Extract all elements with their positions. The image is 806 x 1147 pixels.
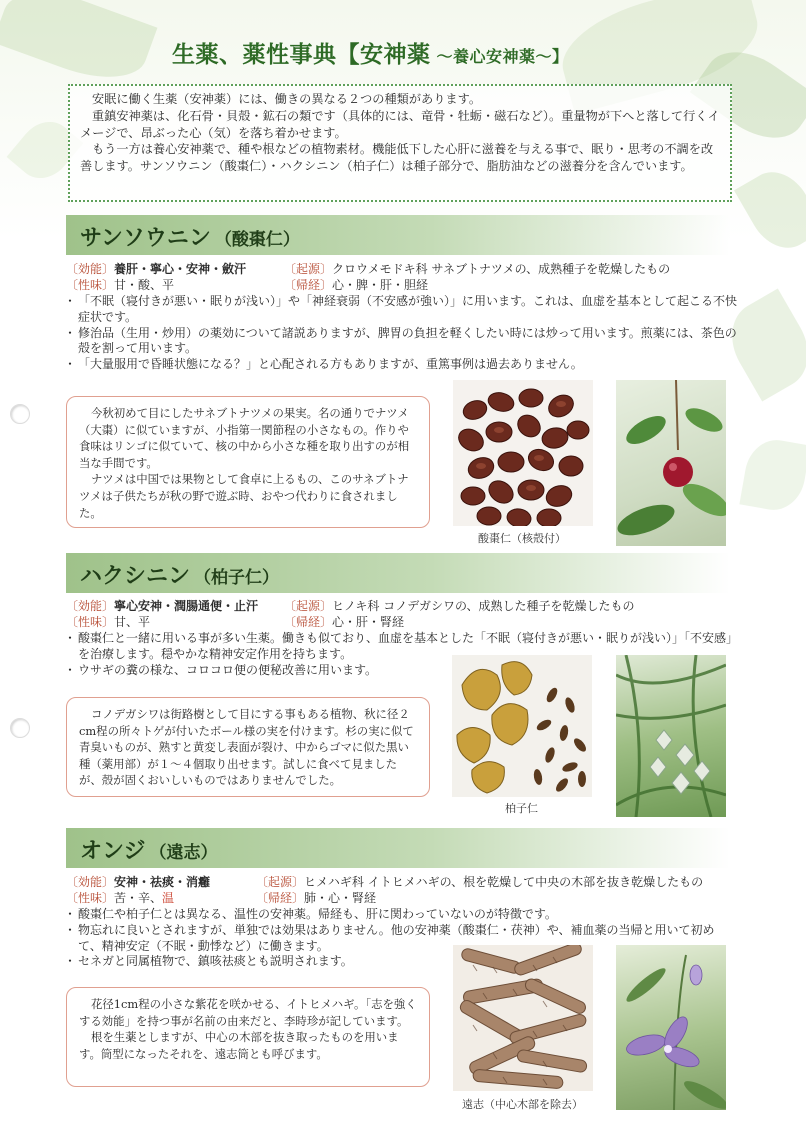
efficacy-value: 寧心安神・潤腸通便・止汗 [114,599,259,613]
note-box-onji [66,987,430,1087]
photo-sansouin-seeds [453,380,593,526]
section-name: ハクシニン [80,564,191,589]
origin-value: クロウメモドキ科 サネブトナツメの、成熟種子を乾燥したもの [332,262,671,276]
section-kanji: （遠志） [149,843,218,863]
bullet-item: ・ 酸棗仁や柏子仁とは異なる、温性の安神薬。帰経も、肝に関わっていないのが特徴です。 [66,907,738,923]
efficacy-label: 〔効能〕 [66,262,115,276]
photo-caption: 酸棗仁（核殻付） [478,532,566,545]
efficacy-label: 〔効能〕 [66,599,115,613]
intro-paragraph: 安眠に働く生薬（安神薬）には、働きの異なる２つの種類があります。 [92,92,482,106]
efficacy-label: 〔効能〕 [66,875,115,889]
photo-hakushinin-cones [616,655,726,817]
origin-value: ヒノキ科 コノデガシワの、成熟した種子を乾燥したもの [332,599,635,613]
note-paragraph: 今秋初めて目にしたサネブトナツメの果実。名の通りでナツメ（大棗）に似ていますが、小指第一関節程の小さなもの。作りや食味はリンゴに似ていて、核の中から小さな種を取り出すのが相当な手間です。 [79,406,410,470]
bullet-item: ・ 酸棗仁と一緒に用いる事が多い生薬。働きも似ており、血虚を基本とした「不眠（寝付きが悪い・眠りが浅い）」「不安感」を治療します。穏やかな精神安定作用を持ちます。 [66,631,738,663]
section-name: オンジ [80,839,146,864]
efficacy-value: 安神・祛痰・消癰 [114,875,211,889]
note-paragraph: 根を生薬としますが、中心の木部を抜き取ったものを用います。筒型になったそれを、遠志筒とも呼びます。 [79,1030,399,1061]
origin-value: ヒメハギ科 イトヒメハギの、根を乾燥して中央の木部を抜き乾燥したもの [304,875,704,889]
bullet-item: ・ ウサギの糞の様な、コロコロ便の便秘改善に用います。 [66,663,738,679]
photo-caption: 柏子仁 [505,802,538,815]
origin-label: 〔起源〕 [256,875,305,889]
title-main: 生薬、薬性事典【安神薬 [172,42,431,68]
bullet-item: ・ セネガと同属植物で、鎮咳祛痰とも説明されます。 [66,954,738,970]
nature-value: 苦・辛、 [114,891,163,905]
photo-onji-roots [453,945,593,1091]
section-kanji: （酸棗仁） [214,230,300,250]
nature-label: 〔性味〕 [66,278,115,292]
intro-paragraph: 重鎮安神薬は、化石骨・貝殻・鉱石の類です（具体的には、竜骨・牡蛎・磁石など）。重量物が下へと落して行くイメージで、昂ぶった心（気）を落ち着かせます。 [80,108,720,140]
origin-label: 〔起源〕 [284,599,333,613]
photo-caption: 遠志（中心木部を除去） [462,1098,583,1111]
section-header-hakushinin [66,553,730,593]
bullet-item: ・ 物忘れに良いとされますが、単独では効果はありません。他の安神薬（酸棗仁・茯神）や、補血薬の当帰と用いて初めて、精神安定（不眠・動悸など）に働きます。 [66,923,738,955]
meridian-value: 心・脾・肝・胆経 [332,278,429,292]
meridian-label: 〔帰経〕 [284,615,333,629]
nature-warm: 温 [162,891,175,905]
efficacy-value: 養肝・寧心・安神・斂汗 [114,262,247,276]
page-title [172,36,569,69]
note-paragraph: 花径1cm程の小さな紫花を咲かせる、イトヒメハギ。「志を強くする効能」を持つ事が名前の由来だと、李時珍が記しています。 [79,997,417,1028]
nature-label: 〔性味〕 [66,891,115,905]
section-header-onji [66,828,730,868]
nature-label: 〔性味〕 [66,615,115,629]
origin-label: 〔起源〕 [284,262,333,276]
photo-sansouin-fruit [616,380,726,546]
note-box-sansouin [66,396,430,528]
note-paragraph: ナツメは中国では果物として食卓に上るもの、このサネブトナツメは子供たちが秋の野で遊ぶ時、おやつ代わりに食されました。 [79,472,409,520]
photo-hakushinin-seeds [452,655,592,797]
photo-onji-flower [616,945,726,1110]
intro-paragraph: もう一方は養心安神薬で、種や根などの植物素材。機能低下した心肝に滋養を与える事で、眠り・思考の不調を改善します。サンソウニン（酸棗仁）・ハクシニン（柏子仁）は種子部分で、脂肪油などの滋養分を含んでいます。 [80,142,714,174]
bullet-item: ・ 修治品（生用・炒用）の薬効について諸説ありますが、脾胃の負担を軽くしたい時には炒って用います。煎薬には、茶色の殻を割って用います。 [66,326,738,358]
binder-hole [10,404,30,424]
nature-value: 甘・酸、平 [114,278,175,292]
binder-hole [10,718,30,738]
meridian-label: 〔帰経〕 [256,891,305,905]
meridian-value: 肺・心・腎経 [304,891,377,905]
meridian-value: 心・肝・腎経 [332,615,405,629]
note-box-hakushinin [66,697,430,797]
nature-value: 甘、平 [114,615,151,629]
note-paragraph: コノデガシワは街路樹として目にする事もある植物、秋に径２cm程の所々トゲが付いたボール様の実を付けます。杉の実に似て青臭いものが、熟すと黄変し表面が裂け、中からゴマに似た黒い種（薬用部）が１～４個取り出せます。試しに食べて見ましたが、殻が固くおいしいものではありませんでした。 [79,707,414,788]
section-kanji: （柏子仁） [194,568,280,588]
meridian-label: 〔帰経〕 [284,278,333,292]
section-info-sansouin [66,262,738,373]
title-sub: ～養心安神薬～】 [436,47,569,66]
section-header-sansouin [66,215,730,255]
bullet-item: ・ 「不眠（寝付きが悪い・眠りが浅い）」や「神経衰弱（不安感が強い）」に用います。これは、血虚を基本として起こる不快症状です。 [66,294,738,326]
section-name: サンソウニン [80,226,211,251]
intro-box [68,84,732,202]
bullet-item: ・ 「大量服用で昏睡状態になる？」と心配される方もありますが、重篤事例は過去ありません。 [66,357,738,373]
